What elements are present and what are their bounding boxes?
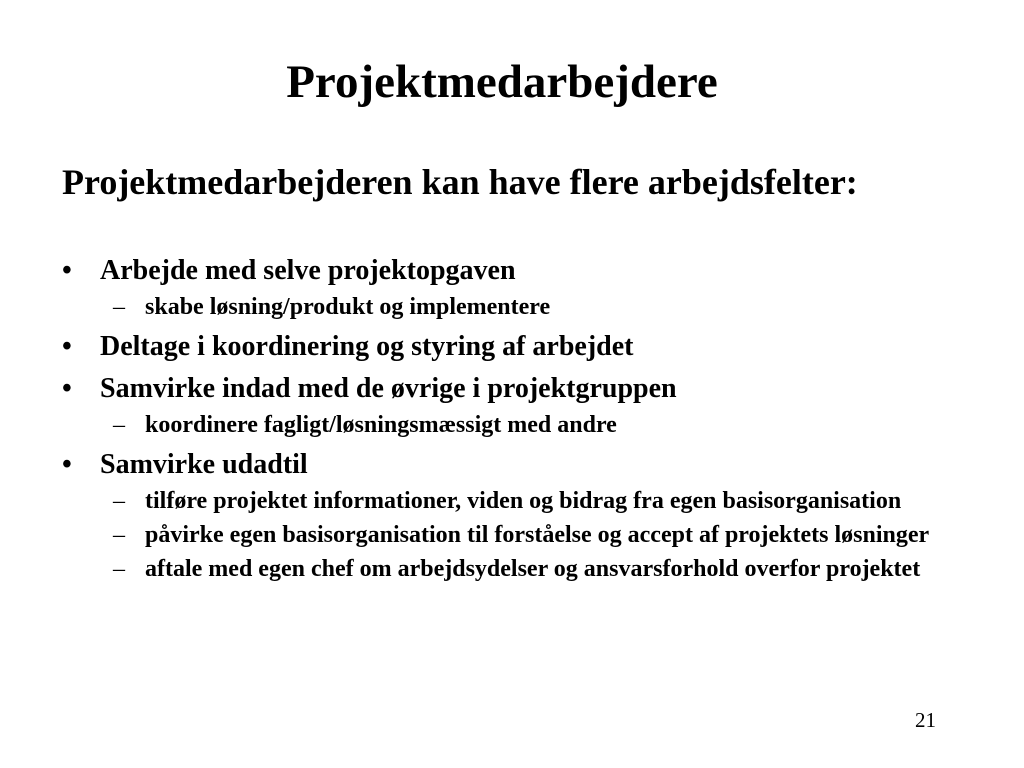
sub-bullet-text: påvirke egen basisorganisation til forståelse og accept af projektets løsninger xyxy=(145,522,930,548)
sub-bullet-text: skabe løsning/produkt og implementere xyxy=(145,294,551,320)
bullet-item xyxy=(62,254,982,288)
sub-bullet-text: tilføre projektet informationer, viden og bidrag fra egen basisorganisation xyxy=(145,488,902,514)
bullet-item xyxy=(62,448,982,482)
sub-bullet-item xyxy=(100,410,982,440)
sub-bullet-text: aftale med egen chef om arbejdsydelser og ansvarsforhold overfor projektet xyxy=(145,556,921,582)
page-number: 21 xyxy=(915,708,936,732)
slide-intro: Projektmedarbejderen kan have flere arbejdsfelter: xyxy=(62,162,858,202)
bullet-icon: • xyxy=(62,449,72,480)
slide-title: Projektmedarbejdere xyxy=(286,56,718,108)
bullet-text: Arbejde med selve projektopgaven xyxy=(100,255,516,286)
sub-bullet-item xyxy=(100,292,982,322)
sub-bullet-text: koordinere fagligt/løsningsmæssigt med andre xyxy=(145,412,617,438)
bullet-text: Samvirke udadtil xyxy=(100,449,308,480)
bullet-list xyxy=(62,254,982,592)
dash-icon: – xyxy=(113,556,125,582)
bullet-text: Samvirke indad med de øvrige i projektgruppen xyxy=(100,373,677,404)
dash-icon: – xyxy=(113,294,125,320)
dash-icon: – xyxy=(113,412,125,438)
bullet-item xyxy=(62,330,982,364)
sub-bullet-item xyxy=(100,486,982,516)
bullet-icon: • xyxy=(62,331,72,362)
sub-bullet-item xyxy=(100,554,982,584)
bullet-icon: • xyxy=(62,255,72,286)
dash-icon: – xyxy=(113,522,125,548)
dash-icon: – xyxy=(113,488,125,514)
bullet-icon: • xyxy=(62,373,72,404)
bullet-item xyxy=(62,372,982,406)
bullet-text: Deltage i koordinering og styring af arbejdet xyxy=(100,331,634,362)
sub-bullet-item xyxy=(100,520,982,550)
